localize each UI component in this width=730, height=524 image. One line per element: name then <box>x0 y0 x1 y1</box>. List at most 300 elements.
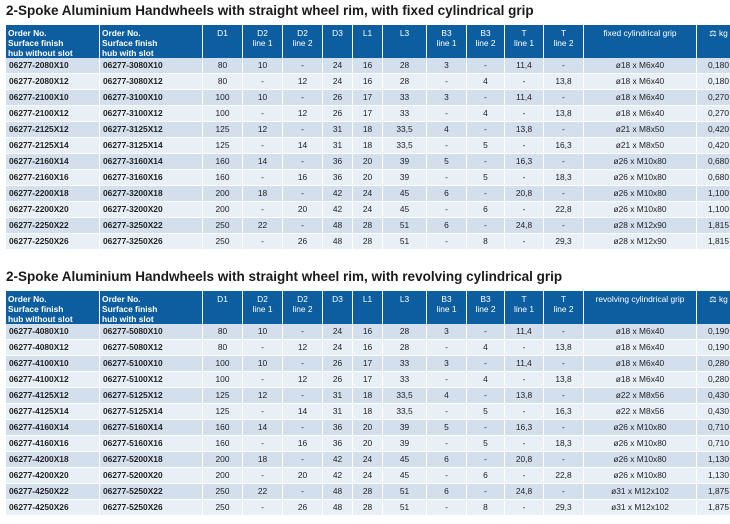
table-cell: 18 <box>243 452 283 468</box>
column-header <box>243 25 283 58</box>
table-cell: - <box>243 340 283 356</box>
header-line: line 1 <box>513 38 535 48</box>
table-cell: 5 <box>467 436 505 452</box>
table-section-revolving-grip <box>0 266 730 512</box>
table-row <box>6 170 730 186</box>
table-cell: 16,3 <box>505 154 544 170</box>
table-cell: - <box>427 170 467 186</box>
table-row <box>6 154 730 170</box>
table-cell: 24 <box>353 186 383 202</box>
order-no-with-slot-cell: 06277-5080X12 <box>100 340 203 356</box>
table-cell: 18 <box>243 186 283 202</box>
header-line: line 1 <box>436 38 457 48</box>
header-line: hub without slot <box>8 314 73 324</box>
table-cell: - <box>283 356 323 372</box>
table-cell: - <box>427 436 467 452</box>
table-cell: 16 <box>353 58 383 74</box>
table-cell: 0,430 <box>697 404 730 420</box>
table-cell: 51 <box>383 218 427 234</box>
table-section-fixed-grip <box>0 0 730 246</box>
table-cell: - <box>283 452 323 468</box>
table-cell: 125 <box>203 122 243 138</box>
header-line: hub with slot <box>102 48 154 58</box>
header-line: fixed cylindrical grip <box>603 28 677 38</box>
table-row <box>6 404 730 420</box>
table-cell: 6 <box>427 186 467 202</box>
table-row <box>6 484 730 500</box>
table-cell: 250 <box>203 234 243 250</box>
table-cell: 6 <box>427 484 467 500</box>
table-cell: 31 <box>323 388 353 404</box>
table-cell: 31 <box>323 138 353 154</box>
table-cell: 33 <box>383 106 427 122</box>
column-header <box>100 291 203 324</box>
header-line: D1 <box>217 28 228 38</box>
column-header <box>505 25 544 58</box>
column-header <box>697 25 730 58</box>
table-cell: - <box>505 138 544 154</box>
column-header <box>427 291 467 324</box>
table-cell: ø26 x M10x80 <box>584 202 697 218</box>
table-cell: - <box>283 186 323 202</box>
table-cell: 24,8 <box>505 484 544 500</box>
header-line: Surface finish <box>8 38 64 48</box>
table-cell: 5 <box>427 154 467 170</box>
table-cell: 16 <box>353 324 383 340</box>
table-cell: ø31 x M12x102 <box>584 484 697 500</box>
table-cell: 0,180 <box>697 74 730 90</box>
order-no-with-slot-cell: 06277-3160X14 <box>100 154 203 170</box>
order-no-without-slot-cell: 06277-2200X18 <box>6 186 100 202</box>
order-no-with-slot-cell: 06277-5200X20 <box>100 468 203 484</box>
table-cell: 17 <box>353 372 383 388</box>
table-cell: 10 <box>243 90 283 106</box>
table-cell: ø18 x M6x40 <box>584 74 697 90</box>
table-cell: ø26 x M10x80 <box>584 452 697 468</box>
column-header <box>427 25 467 58</box>
table-cell: 36 <box>323 154 353 170</box>
table-cell: - <box>427 202 467 218</box>
table-cell: 160 <box>203 420 243 436</box>
header-line: B3 <box>441 294 452 304</box>
column-header <box>283 25 323 58</box>
table-cell: 100 <box>203 106 243 122</box>
table-cell: - <box>505 468 544 484</box>
table-cell: 26 <box>283 500 323 516</box>
order-no-without-slot-cell: 06277-2100X10 <box>6 90 100 106</box>
order-no-without-slot-cell: 06277-2250X22 <box>6 218 100 234</box>
spec-table-revolving-grip <box>6 291 730 516</box>
header-line: B3 <box>480 28 491 38</box>
header-line: B3 <box>441 28 452 38</box>
table-cell: ø26 x M10x80 <box>584 436 697 452</box>
table-cell: - <box>544 90 584 106</box>
table-row <box>6 186 730 202</box>
table-cell: - <box>283 122 323 138</box>
table-cell: 0,680 <box>697 154 730 170</box>
table-cell: ø18 x M6x40 <box>584 324 697 340</box>
table-cell: 0,680 <box>697 170 730 186</box>
table-cell: - <box>243 500 283 516</box>
header-line: Surface finish <box>102 304 158 314</box>
header-line: D3 <box>332 294 343 304</box>
table-cell: 36 <box>323 420 353 436</box>
table-cell: - <box>544 186 584 202</box>
table-cell: ø18 x M6x40 <box>584 356 697 372</box>
header-line: D2 <box>297 294 308 304</box>
table-cell: 5 <box>427 420 467 436</box>
column-header <box>353 291 383 324</box>
table-cell: 26 <box>323 106 353 122</box>
table-cell: 16 <box>283 170 323 186</box>
table-cell: - <box>427 372 467 388</box>
table-cell: 11,4 <box>505 58 544 74</box>
table-cell: 4 <box>467 106 505 122</box>
table-cell: 16 <box>353 74 383 90</box>
header-line: T <box>560 294 567 304</box>
order-no-with-slot-cell: 06277-3125X12 <box>100 122 203 138</box>
table-cell: 3 <box>427 356 467 372</box>
table-cell: 33 <box>383 356 427 372</box>
table-cell: - <box>544 58 584 74</box>
table-cell: 45 <box>383 452 427 468</box>
table-cell: 12 <box>243 122 283 138</box>
table-row <box>6 372 730 388</box>
table-cell: 11,4 <box>505 356 544 372</box>
table-cell: 16,3 <box>544 404 584 420</box>
table-cell: - <box>544 484 584 500</box>
header-line: L1 <box>362 28 373 38</box>
table-cell: - <box>427 404 467 420</box>
table-cell: 20,8 <box>505 186 544 202</box>
order-no-without-slot-cell: 06277-2250X26 <box>6 234 100 250</box>
table-cell: 22,8 <box>544 468 584 484</box>
order-no-with-slot-cell: 06277-5100X12 <box>100 372 203 388</box>
table-cell: ø28 x M12x90 <box>584 234 697 250</box>
table-cell: 22,8 <box>544 202 584 218</box>
order-no-with-slot-cell: 06277-3200X20 <box>100 202 203 218</box>
order-no-without-slot-cell: 06277-2080X10 <box>6 58 100 74</box>
table-cell: 250 <box>203 500 243 516</box>
table-cell: - <box>505 500 544 516</box>
table-cell: 33 <box>383 372 427 388</box>
header-line: revolving cylindrical grip <box>595 294 685 304</box>
header-line: Order No. <box>8 294 47 304</box>
table-row <box>6 500 730 516</box>
table-cell: 26 <box>323 356 353 372</box>
table-cell: - <box>544 452 584 468</box>
table-cell: - <box>243 170 283 186</box>
table-cell: 6 <box>427 452 467 468</box>
table-cell: 22 <box>243 484 283 500</box>
order-no-without-slot-cell: 06277-4100X10 <box>6 356 100 372</box>
table-cell: 1,875 <box>697 484 730 500</box>
order-no-with-slot-cell: 06277-5200X18 <box>100 452 203 468</box>
table-cell: - <box>243 74 283 90</box>
table-cell: 80 <box>203 58 243 74</box>
table-cell: 160 <box>203 170 243 186</box>
table-cell: 39 <box>383 170 427 186</box>
table-row <box>6 324 730 340</box>
header-line: line 2 <box>292 38 313 48</box>
table-cell: - <box>427 234 467 250</box>
order-no-with-slot-cell: 06277-5250X26 <box>100 500 203 516</box>
header-line: T <box>560 28 567 38</box>
table-cell: - <box>467 186 505 202</box>
table-cell: 160 <box>203 154 243 170</box>
table-cell: - <box>505 106 544 122</box>
table-cell: 12 <box>283 372 323 388</box>
table-cell: 0,190 <box>697 340 730 356</box>
table-cell: - <box>243 138 283 154</box>
table-row <box>6 90 730 106</box>
order-no-with-slot-cell: 06277-3080X12 <box>100 74 203 90</box>
table-cell: - <box>427 106 467 122</box>
header-line: Order No. <box>102 28 141 38</box>
header-line: D1 <box>217 294 228 304</box>
table-row <box>6 436 730 452</box>
header-line: D2 <box>257 28 268 38</box>
table-cell: 4 <box>427 122 467 138</box>
table-cell: - <box>467 356 505 372</box>
header-line: L3 <box>399 28 410 38</box>
table-cell: 1,875 <box>697 500 730 516</box>
order-no-with-slot-cell: 06277-5100X10 <box>100 356 203 372</box>
table-row <box>6 138 730 154</box>
table-cell: 45 <box>383 186 427 202</box>
order-no-with-slot-cell: 06277-3250X26 <box>100 234 203 250</box>
table-cell: - <box>243 234 283 250</box>
table-cell: 3 <box>427 324 467 340</box>
table-cell: ø18 x M6x40 <box>584 90 697 106</box>
table-row <box>6 420 730 436</box>
table-cell: 11,4 <box>505 324 544 340</box>
table-cell: 1,815 <box>697 218 730 234</box>
table-cell: - <box>505 340 544 356</box>
table-cell: 4 <box>427 388 467 404</box>
table-cell: 20 <box>353 420 383 436</box>
table-row <box>6 452 730 468</box>
table-cell: ø22 x M8x56 <box>584 404 697 420</box>
column-header <box>697 291 730 324</box>
table-row <box>6 202 730 218</box>
order-no-with-slot-cell: 06277-3080X10 <box>100 58 203 74</box>
table-cell: 14 <box>243 154 283 170</box>
table-cell: 0,270 <box>697 90 730 106</box>
column-header <box>467 291 505 324</box>
header-line: line 1 <box>436 304 457 314</box>
table-cell: - <box>467 122 505 138</box>
order-no-without-slot-cell: 06277-2160X16 <box>6 170 100 186</box>
column-header <box>467 25 505 58</box>
table-row <box>6 74 730 90</box>
table-cell: 33,5 <box>383 388 427 404</box>
table-cell: 0,280 <box>697 372 730 388</box>
table-cell: - <box>243 106 283 122</box>
table-cell: 5 <box>467 138 505 154</box>
table-cell: - <box>283 154 323 170</box>
table-cell: 13,8 <box>544 372 584 388</box>
order-no-without-slot-cell: 06277-4080X10 <box>6 324 100 340</box>
table-cell: 80 <box>203 324 243 340</box>
table-cell: 28 <box>353 484 383 500</box>
table-cell: 22 <box>243 218 283 234</box>
column-header <box>584 291 697 324</box>
table-cell: - <box>544 388 584 404</box>
table-cell: 28 <box>353 218 383 234</box>
header-line: line 1 <box>513 304 535 314</box>
column-header <box>203 291 243 324</box>
header-line: L1 <box>362 294 373 304</box>
table-cell: 0,180 <box>697 58 730 74</box>
table-cell: 250 <box>203 218 243 234</box>
table-cell: 24 <box>353 468 383 484</box>
table-cell: 250 <box>203 484 243 500</box>
table-cell: 45 <box>383 202 427 218</box>
table-cell: 24 <box>323 340 353 356</box>
table-cell: 51 <box>383 484 427 500</box>
table-cell: 16 <box>283 436 323 452</box>
table-cell: - <box>544 122 584 138</box>
table-cell: 13,8 <box>544 74 584 90</box>
order-no-without-slot-cell: 06277-4250X26 <box>6 500 100 516</box>
table-cell: 39 <box>383 154 427 170</box>
table-cell: ø21 x M8x50 <box>584 138 697 154</box>
table-cell: 26 <box>283 234 323 250</box>
order-no-with-slot-cell: 06277-3125X14 <box>100 138 203 154</box>
table-cell: 3 <box>427 90 467 106</box>
table-row <box>6 218 730 234</box>
table-cell: 20 <box>353 170 383 186</box>
table-cell: 0,430 <box>697 388 730 404</box>
table-cell: 33,5 <box>383 404 427 420</box>
table-cell: 4 <box>467 372 505 388</box>
header-line: Surface finish <box>102 38 158 48</box>
table-cell: 16 <box>353 340 383 356</box>
table-cell: - <box>505 74 544 90</box>
header-line: L3 <box>399 294 410 304</box>
table-cell: 200 <box>203 452 243 468</box>
table-cell: - <box>505 234 544 250</box>
table-cell: 18,3 <box>544 436 584 452</box>
header-line: line 2 <box>475 38 496 48</box>
column-header <box>544 25 584 58</box>
order-no-with-slot-cell: 06277-5160X16 <box>100 436 203 452</box>
table-cell: 80 <box>203 74 243 90</box>
table-cell: 0,280 <box>697 356 730 372</box>
table-cell: 20 <box>353 436 383 452</box>
order-no-with-slot-cell: 06277-5160X14 <box>100 420 203 436</box>
table-cell: 14 <box>243 420 283 436</box>
table-cell: 31 <box>323 122 353 138</box>
header-line: line 2 <box>292 304 313 314</box>
table-cell: 24 <box>353 202 383 218</box>
table-cell: 200 <box>203 468 243 484</box>
header-line: line 1 <box>252 38 273 48</box>
table-cell: - <box>467 90 505 106</box>
table-cell: 0,710 <box>697 436 730 452</box>
table-cell: 1,815 <box>697 234 730 250</box>
table-cell: ø26 x M10x80 <box>584 420 697 436</box>
table-cell: 200 <box>203 202 243 218</box>
table-cell: 24 <box>323 58 353 74</box>
table-cell: - <box>427 138 467 154</box>
table-cell: 18,3 <box>544 170 584 186</box>
table-cell: 125 <box>203 404 243 420</box>
table-cell: 24 <box>323 324 353 340</box>
table-cell: 5 <box>467 404 505 420</box>
table-cell: 33,5 <box>383 122 427 138</box>
column-header <box>505 291 544 324</box>
table-cell: 33,5 <box>383 138 427 154</box>
table-cell: 14 <box>283 138 323 154</box>
table-cell: 31 <box>323 404 353 420</box>
header-line: line 2 <box>553 38 574 48</box>
table-cell: 48 <box>323 500 353 516</box>
table-cell: ø18 x M6x40 <box>584 106 697 122</box>
header-line: line 1 <box>252 304 273 314</box>
table-cell: ø26 x M10x80 <box>584 154 697 170</box>
order-no-without-slot-cell: 06277-4200X20 <box>6 468 100 484</box>
table-cell: - <box>467 452 505 468</box>
table-row <box>6 58 730 74</box>
order-no-without-slot-cell: 06277-4080X12 <box>6 340 100 356</box>
order-no-without-slot-cell: 06277-4160X14 <box>6 420 100 436</box>
table-cell: - <box>283 420 323 436</box>
table-cell: ø18 x M6x40 <box>584 372 697 388</box>
order-no-with-slot-cell: 06277-5125X12 <box>100 388 203 404</box>
table-cell: - <box>544 420 584 436</box>
table-cell: - <box>243 436 283 452</box>
table-cell: 4 <box>467 340 505 356</box>
table-cell: 13,8 <box>505 388 544 404</box>
table-cell: 39 <box>383 436 427 452</box>
order-no-without-slot-cell: 06277-2125X14 <box>6 138 100 154</box>
table-cell: 10 <box>243 356 283 372</box>
table-cell: 100 <box>203 356 243 372</box>
table-cell: 18 <box>353 138 383 154</box>
header-line: Surface finish <box>8 304 64 314</box>
table-cell: 0,270 <box>697 106 730 122</box>
column-header <box>100 25 203 58</box>
table-cell: 28 <box>383 324 427 340</box>
header-line: line 2 <box>553 304 574 314</box>
table-cell: 17 <box>353 106 383 122</box>
table-cell: 125 <box>203 138 243 154</box>
table-cell: - <box>243 468 283 484</box>
table-cell: 125 <box>203 388 243 404</box>
table-cell: 24 <box>353 452 383 468</box>
table-cell: 20 <box>353 154 383 170</box>
table-cell: ø26 x M10x80 <box>584 186 697 202</box>
table-cell: ø26 x M10x80 <box>584 170 697 186</box>
table-cell: 12 <box>283 106 323 122</box>
column-header <box>383 291 427 324</box>
table-cell: 6 <box>427 218 467 234</box>
table-cell: 3 <box>427 58 467 74</box>
table-cell: - <box>467 388 505 404</box>
table-cell: 0,710 <box>697 420 730 436</box>
table-cell: 48 <box>323 484 353 500</box>
table-cell: 26 <box>323 90 353 106</box>
header-line: B3 <box>480 294 491 304</box>
table-cell: 18 <box>353 388 383 404</box>
table-cell: 20 <box>283 468 323 484</box>
table-cell: 6 <box>467 468 505 484</box>
table-cell: 51 <box>383 500 427 516</box>
table-cell: 45 <box>383 468 427 484</box>
header-line: D3 <box>332 28 343 38</box>
